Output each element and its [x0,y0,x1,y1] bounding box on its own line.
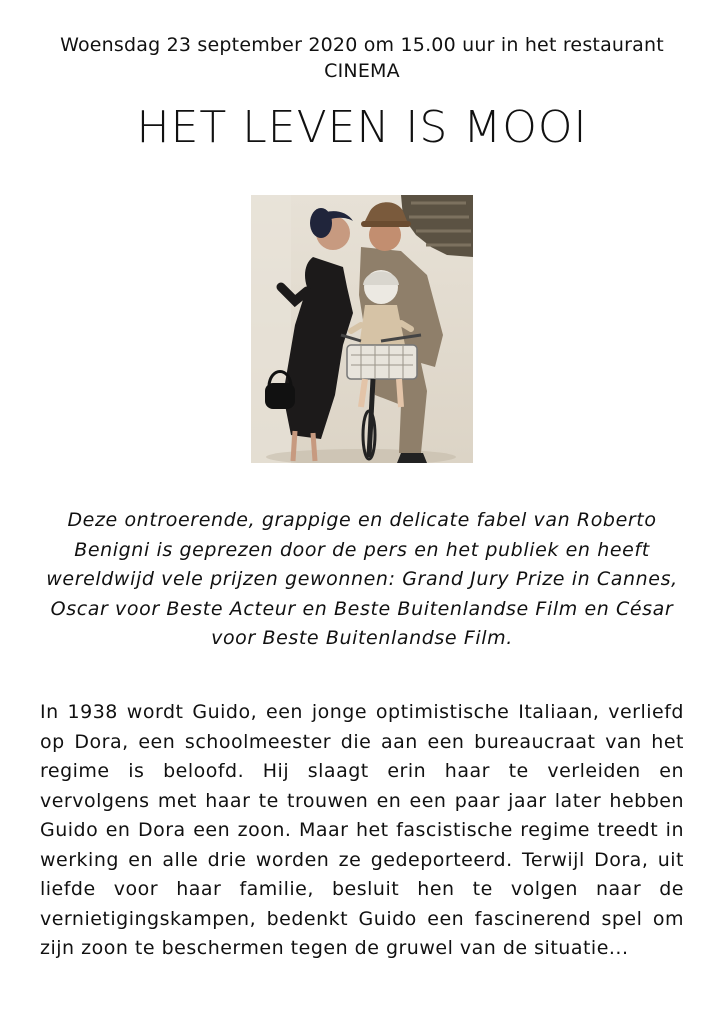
film-still-photo [251,195,473,463]
film-synopsis-text: In 1938 wordt Guido, een jonge optimistische Italiaan, verliefd op Dora, een schoolmeester die aan een bureaucraat van het regime is beloofd. Hij slaagt erin haar te verleiden en vervolgens met haar te trouwen en een paar jaar later hebben Guido en Dora een zoon. Maar het fascistische regime treedt in werking en alle drie worden ze gedeporteerd. Terwijl Dora, uit liefde voor haar familie, besluit hen te volgen naar de vernietigingskampen, bedenkt Guido een fascinerend spel om zijn zoon te beschermen tegen de gruwel van de situatie... [40,701,684,959]
film-title: HET LEVEN IS MOOI [136,102,588,153]
event-date-line: Woensdag 23 september 2020 om 15.00 uur in het restaurant [60,34,664,56]
event-header [0,32,724,84]
event-venue-line: CINEMA [324,60,400,82]
film-intro-text: Deze ontroerende, grappige en delicate fabel van Roberto Benigni is geprezen door de pers en het publiek en heeft wereldwijd vele prijzen gewonnen: Grand Jury Prize in Cannes, Oscar voor Beste Acteur en Beste Buitenlandse Film en César voor Beste Buitenlandse Film. [46,509,678,649]
